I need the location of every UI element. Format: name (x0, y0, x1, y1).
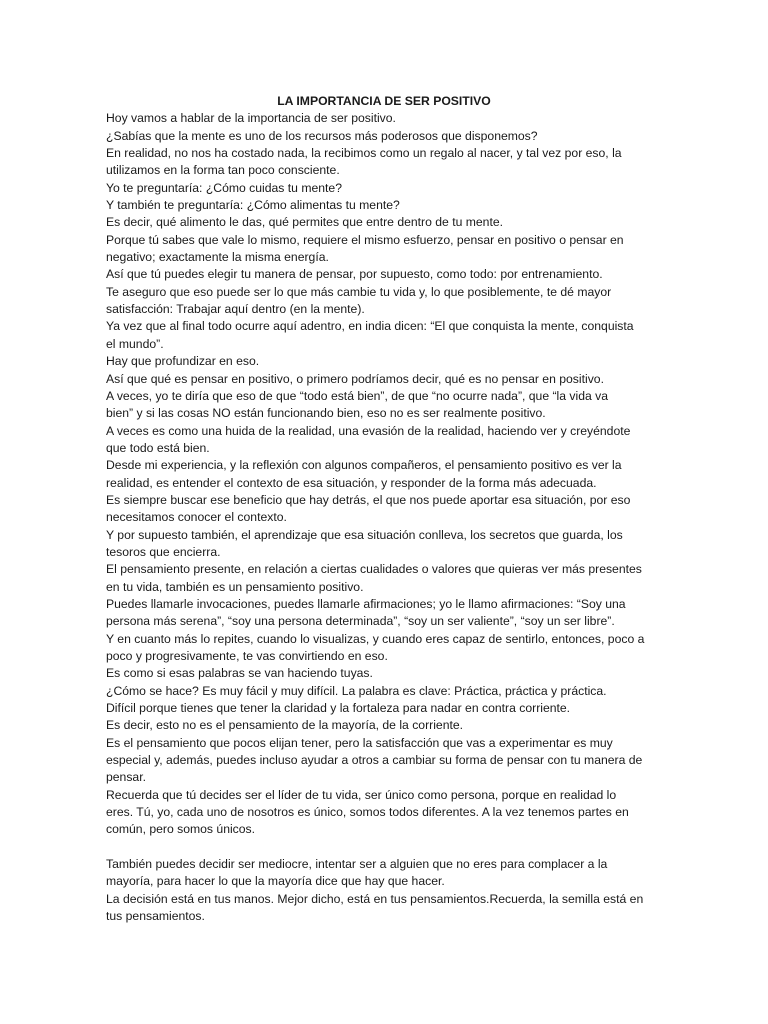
paragraph-line: Y por supuesto también, el aprendizaje que esa situación conlleva, los secretos que guarda, los (106, 527, 623, 542)
paragraph-line: Recuerda que tú decides ser el líder de tu vida, ser único como persona, porque en realidad lo (106, 787, 617, 802)
paragraph (106, 318, 662, 353)
paragraph-line: Es decir, esto no es el pensamiento de la mayoría, de la corriente. (106, 718, 464, 733)
paragraph-line: Y también te preguntaría: ¿Cómo alimentas tu mente? (106, 198, 400, 213)
paragraph-line: ¿Cómo se hace? Es muy fácil y muy difícil. La palabra es clave: Práctica, práctica y práctica. (106, 683, 607, 698)
paragraph (106, 735, 662, 787)
paragraph-line: Así que qué es pensar en positivo, o primero podríamos decir, qué es no pensar en positivo. (106, 371, 604, 386)
paragraph-line: común, pero somos únicos. (106, 822, 256, 837)
paragraph (106, 561, 662, 596)
paragraph (106, 214, 662, 231)
paragraph (106, 180, 662, 197)
paragraph-line: Es siempre buscar ese beneficio que hay detrás, el que nos puede aportar esa situación, por eso (106, 492, 631, 507)
paragraph (106, 145, 662, 180)
paragraph-line: poco y progresivamente, te vas convirtiendo en eso. (106, 649, 388, 663)
paragraph-line: bien” y si las cosas NO están funcionando bien, eso no es ser realmente positivo. (106, 406, 546, 421)
paragraph (106, 388, 662, 423)
paragraph (106, 423, 662, 458)
paragraph (106, 683, 662, 700)
paragraph-line: tus pensamientos. (106, 909, 205, 924)
paragraph-line: Yo te preguntaría: ¿Cómo cuidas tu mente? (106, 180, 342, 195)
paragraph-line: En realidad, no nos ha costado nada, la recibimos como un regalo al nacer, y tal vez por eso, la (106, 146, 622, 161)
paragraph-line: Puedes llamarle invocaciones, puedes llamarle afirmaciones; yo le llamo afirmaciones: “Soy una (106, 596, 626, 611)
paragraph-line: en tu vida, también es un pensamiento positivo. (106, 579, 364, 594)
paragraph-line: pensar. (106, 770, 146, 785)
closing-paragraph-list (106, 856, 662, 925)
paragraph-line: Difícil porque tienes que tener la claridad y la fortaleza para nadar en contra corriente. (106, 701, 571, 716)
paragraph-line: Te aseguro que eso puede ser lo que más cambie tu vida y, lo que posiblemente, te dé mayor (106, 284, 612, 299)
paragraph (106, 527, 662, 562)
paragraph-line: especial y, además, puedes incluso ayudar a otros a cambiar su forma de pensar con tu manera de (106, 753, 643, 768)
paragraph (106, 492, 662, 527)
paragraph-line: Desde mi experiencia, y la reflexión con algunos compañeros, el pensamiento positivo es ver la (106, 458, 622, 473)
paragraph-line: necesitamos conocer el contexto. (106, 510, 287, 525)
paragraph (106, 717, 662, 734)
paragraph-line: Hay que profundizar en eso. (106, 354, 260, 369)
paragraph-list (106, 110, 662, 838)
paragraph-line: ¿Sabías que la mente es uno de los recursos más poderosos que disponemos? (106, 128, 538, 143)
paragraph (106, 665, 662, 682)
paragraph (106, 856, 662, 891)
paragraph-gap (106, 839, 662, 856)
paragraph (106, 266, 662, 283)
paragraph (106, 631, 662, 666)
paragraph-line: Porque tú sabes que vale lo mismo, requiere el mismo esfuerzo, pensar en positivo o pensar en (106, 232, 624, 247)
paragraph-line: Es decir, qué alimento le das, qué permites que entre dentro de tu mente. (106, 215, 504, 230)
paragraph-line: que todo está bien. (106, 440, 210, 455)
paragraph-line: satisfacción: Trabajar aquí dentro (en la mente). (106, 302, 365, 317)
paragraph (106, 197, 662, 214)
paragraph (106, 353, 662, 370)
paragraph-line: El pensamiento presente, en relación a ciertas cualidades o valores que quieras ver más presentes (106, 562, 642, 577)
paragraph-line: Así que tú puedes elegir tu manera de pensar, por supuesto, como todo: por entrenamiento. (106, 267, 603, 282)
paragraph-line: realidad, es entender el contexto de esa situación, y responder de la forma más adecuada. (106, 475, 597, 490)
paragraph-line: Hoy vamos a hablar de la importancia de ser positivo. (106, 111, 396, 126)
paragraph-line: Es el pensamiento que pocos elijan tener, pero la satisfacción que vas a experimentar es muy (106, 735, 613, 750)
document-body (106, 93, 662, 926)
paragraph-line: negativo; exactamente la misma energía. (106, 250, 329, 265)
paragraph (106, 457, 662, 492)
paragraph-line: el mundo”. (106, 336, 164, 351)
paragraph (106, 596, 662, 631)
paragraph (106, 891, 662, 926)
paragraph (106, 110, 662, 127)
paragraph (106, 232, 662, 267)
paragraph (106, 128, 662, 145)
paragraph-line: Y en cuanto más lo repites, cuando lo visualizas, y cuando eres capaz de sentirlo, entonces, poco a (106, 631, 645, 646)
paragraph (106, 371, 662, 388)
paragraph-line: utilizamos en la forma tan poco consciente. (106, 163, 340, 178)
paragraph-line: tesoros que encierra. (106, 544, 221, 559)
paragraph (106, 284, 662, 319)
paragraph (106, 700, 662, 717)
paragraph-line: Es como si esas palabras se van haciendo tuyas. (106, 666, 373, 681)
paragraph-line: persona más serena”, “soy una persona determinada”, “soy un ser valiente”, “soy un ser libre”. (106, 614, 615, 629)
paragraph-line: A veces es como una huida de la realidad, una evasión de la realidad, haciendo ver y creyéndote (106, 423, 631, 438)
paragraph-line: A veces, yo te diría que eso de que “todo está bien”, de que “no ocurre nada”, que “la vida va (106, 388, 609, 403)
paragraph-line: Ya vez que al final todo ocurre aquí adentro, en india dicen: “El que conquista la mente, conquista (106, 319, 634, 334)
document-title: LA IMPORTANCIA DE SER POSITIVO (277, 94, 491, 108)
paragraph-line: La decisión está en tus manos. Mejor dicho, está en tus pensamientos.Recuerda, la semilla está en (106, 891, 644, 906)
paragraph (106, 787, 662, 839)
paragraph-line: mayoría, para hacer lo que la mayoría dice que hay que hacer. (106, 874, 445, 889)
paragraph-line: También puedes decidir ser mediocre, intentar ser a alguien que no eres para complacer a la (106, 857, 608, 872)
paragraph-line: eres. Tú, yo, cada uno de nosotros es único, somos todos diferentes. A la vez tenemos partes en (106, 805, 629, 820)
